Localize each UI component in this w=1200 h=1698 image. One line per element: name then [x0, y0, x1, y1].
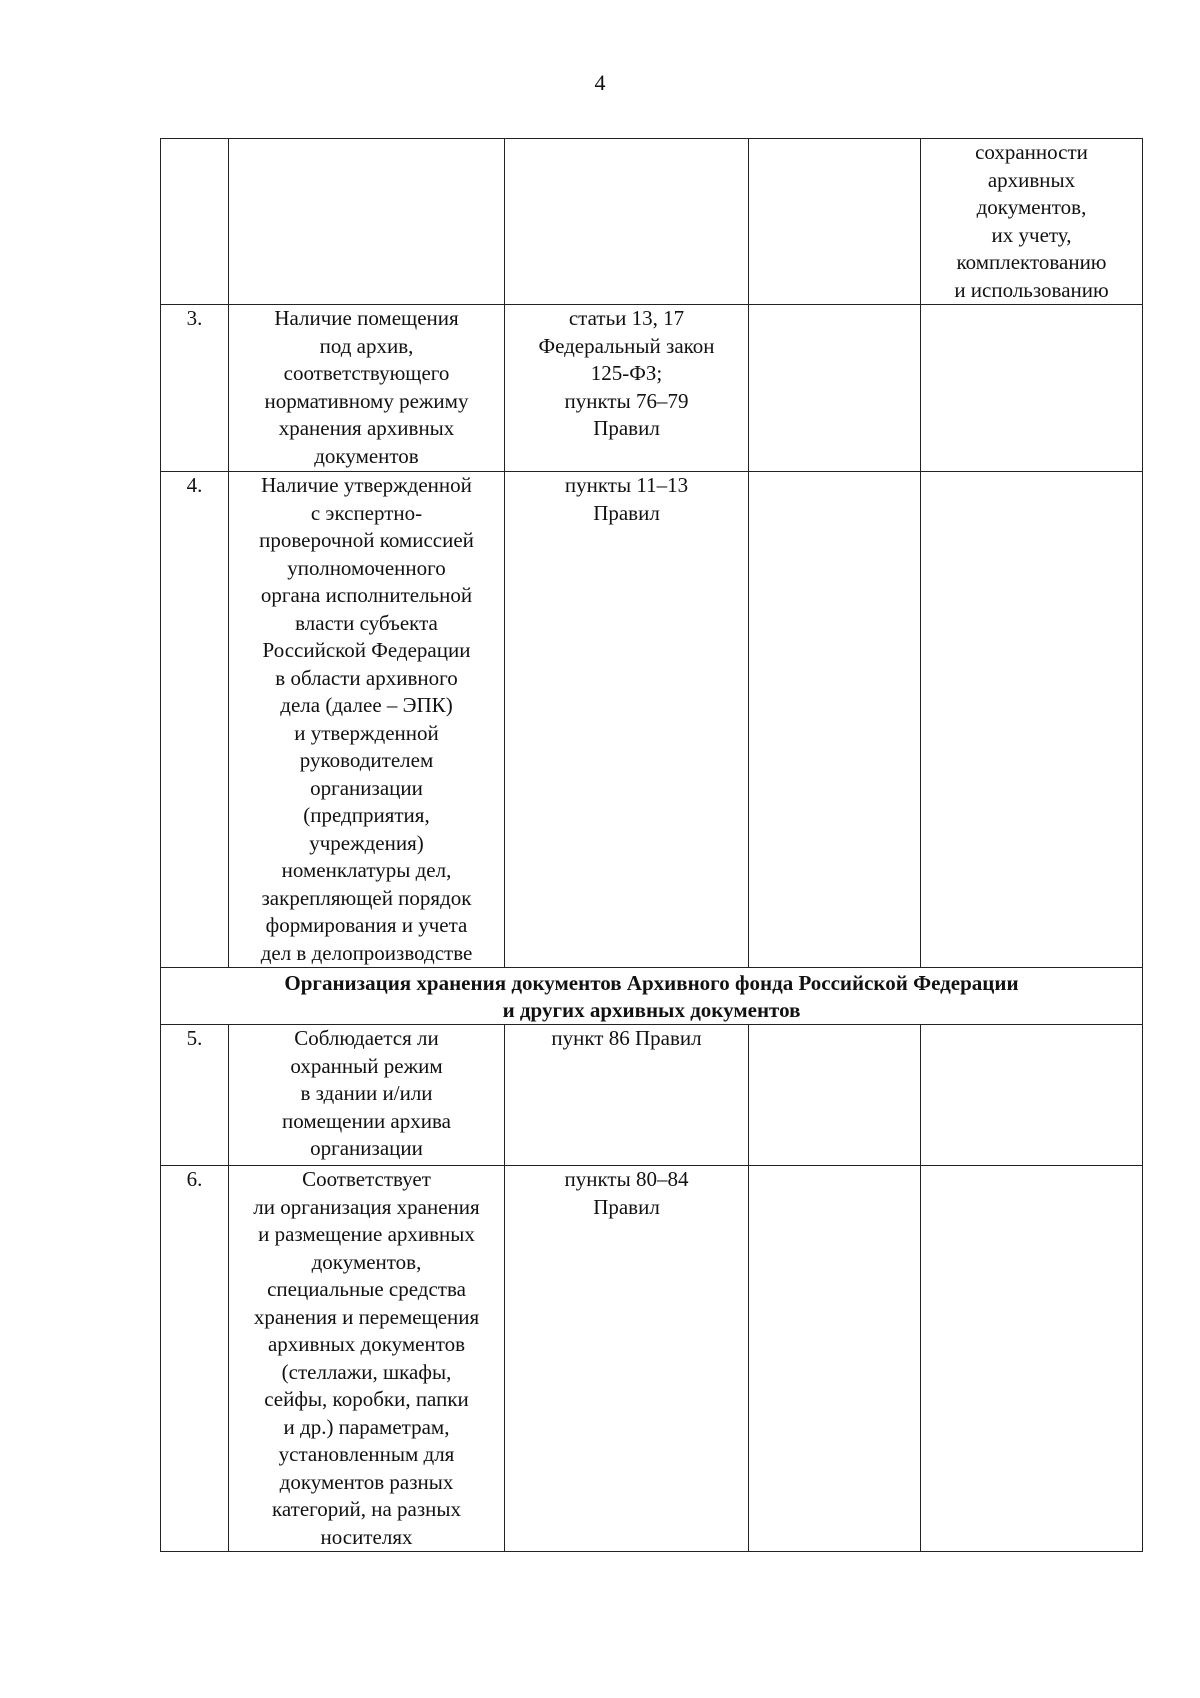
text-line: и др.) параметрам, — [283, 1414, 450, 1439]
cell-reference — [505, 139, 749, 305]
text-line: специальные средства — [267, 1277, 466, 1301]
table-row — [161, 1025, 1143, 1166]
cell-col5 — [921, 472, 1143, 968]
cell-requirement — [229, 139, 505, 305]
text-line: организации — [310, 1136, 423, 1160]
cell-requirement — [229, 1025, 505, 1166]
cell-reference — [505, 1025, 749, 1166]
text-line: закрепляющей порядок — [261, 885, 472, 910]
table-row — [161, 1166, 1143, 1552]
text-line: сейфы, коробки, папки — [264, 1387, 469, 1411]
table-row — [161, 472, 1143, 968]
section-header-row — [161, 968, 1143, 1025]
page-number: 4 — [594, 70, 606, 95]
cell-requirement — [229, 472, 505, 968]
cell-col4 — [749, 1166, 921, 1552]
row-number: 3. — [161, 305, 229, 472]
cell-reference — [505, 472, 749, 968]
text-line: документов, — [311, 1249, 422, 1274]
text-line: в области архивного — [275, 665, 458, 690]
cell-reference — [505, 1166, 749, 1552]
text-line: проверочной комиссией — [259, 528, 474, 552]
text-line: власти субъекта — [295, 610, 438, 635]
text-line: формирования и учета — [265, 913, 468, 937]
text-line: дел в делопроизводстве — [260, 940, 473, 965]
cell-col5 — [921, 1166, 1143, 1552]
checklist-table — [160, 138, 1143, 1552]
row-number: 6. — [161, 1166, 229, 1552]
text-line: органа исполнительной — [260, 583, 473, 607]
text-line: носителях — [320, 1524, 413, 1549]
text-line: хранения и перемещения — [253, 1304, 480, 1329]
text-line: под архив, — [319, 333, 414, 358]
section-title — [161, 968, 1143, 1025]
text-line: Правил — [593, 500, 660, 525]
cell-col4 — [749, 305, 921, 472]
text-line: Федеральный закон — [538, 333, 715, 358]
text-line: документов — [314, 443, 419, 468]
cell-num — [161, 139, 229, 305]
text-line: и использованию — [954, 277, 1109, 302]
cell-requirement — [229, 1166, 505, 1552]
cell-requirement — [229, 305, 505, 472]
text-line: пункт 86 Правил — [551, 1026, 702, 1050]
row-number: 5. — [161, 1025, 229, 1166]
text-line: нормативному режиму — [264, 388, 469, 413]
text-line: комплектованию — [956, 250, 1107, 274]
text-line: соответствующего — [283, 361, 450, 385]
text-line: Правил — [593, 416, 660, 440]
text-line: сохранности — [975, 140, 1088, 164]
text-line: (предприятия, — [303, 803, 430, 827]
text-line: Организация хранения документов Архивного фонда Российской Федерации — [284, 971, 1019, 995]
cell-reference — [505, 305, 749, 472]
text-line: хранения архивных — [278, 416, 455, 440]
text-line: Наличие помещения — [274, 306, 459, 330]
text-line: документов, — [976, 195, 1087, 219]
text-line: и утвержденной — [294, 720, 439, 745]
text-line: в здании и/или — [300, 1081, 433, 1105]
text-line: дела (далее – ЭПК) — [280, 693, 453, 717]
cell-col5 — [921, 1025, 1143, 1166]
row-number: 4. — [161, 472, 229, 968]
table-row — [161, 305, 1143, 472]
text-line: ли организация хранения — [253, 1194, 480, 1219]
text-line: категорий, на разных — [272, 1497, 461, 1521]
table-row-continued — [161, 139, 1143, 305]
text-line: пункты 80–84 — [564, 1167, 689, 1191]
text-line: архивных — [987, 167, 1076, 192]
text-line: (стеллажи, шкафы, — [281, 1359, 452, 1384]
cell-col4 — [749, 1025, 921, 1166]
text-line: помещении архива — [282, 1108, 451, 1133]
text-line: с экспертно- — [310, 500, 423, 525]
text-line: пункты 11–13 — [564, 473, 689, 497]
text-line: руководителем — [299, 748, 434, 772]
cell-col5 — [921, 139, 1143, 305]
cell-col4 — [749, 139, 921, 305]
text-line: уполномоченного — [287, 555, 446, 580]
text-line: и размещение архивных — [258, 1222, 475, 1246]
text-line: Наличие утвержденной — [261, 473, 472, 497]
text-line: пункты 76–79 — [564, 388, 689, 413]
text-line: учреждения) — [309, 830, 424, 855]
text-line: 125-ФЗ; — [590, 361, 663, 385]
cell-col4 — [749, 472, 921, 968]
text-line: документов разных — [279, 1469, 454, 1494]
text-line: установленным для — [278, 1442, 455, 1466]
text-line: архивных документов — [267, 1332, 466, 1356]
text-line: организации — [310, 775, 423, 800]
text-line: и других архивных документов — [502, 998, 801, 1022]
text-line: их учету, — [991, 222, 1072, 247]
cell-col5 — [921, 305, 1143, 472]
text-line: Соответствует — [302, 1167, 431, 1191]
text-line: охранный режим — [290, 1053, 443, 1078]
text-line: Соблюдается ли — [294, 1026, 439, 1050]
text-line: статьи 13, 17 — [568, 306, 685, 330]
text-line: Правил — [593, 1194, 660, 1219]
text-line: номенклатуры дел, — [281, 858, 452, 882]
text-line: Российской Федерации — [262, 638, 471, 662]
